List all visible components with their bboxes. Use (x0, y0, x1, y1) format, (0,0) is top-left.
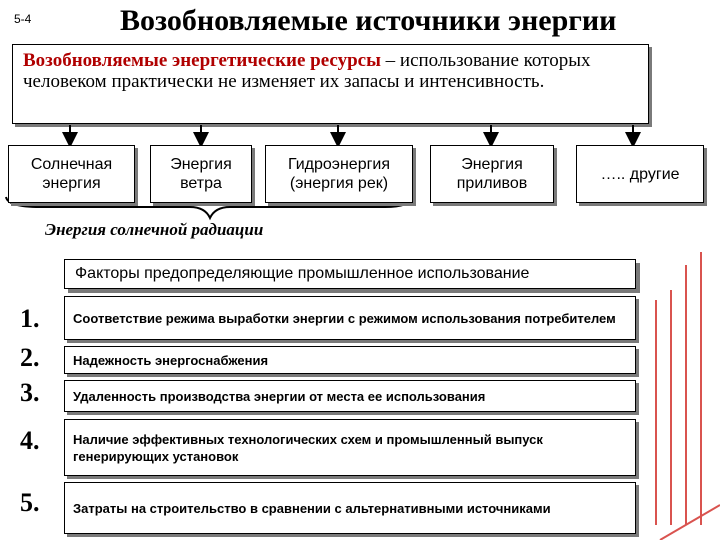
factor-item (64, 380, 636, 412)
source-hydro-line2: (энергия рек) (289, 175, 389, 192)
factor-item (64, 419, 636, 476)
source-other-line1: ….. другие (600, 165, 680, 183)
source-wind-line2: ветра (180, 175, 222, 192)
factors-header: Факторы предопределяющие промышленное использование (64, 259, 636, 289)
factor-text: Наличие эффективных технологических схем и промышленный выпуск генерирующих установок (73, 431, 543, 464)
factor-text: Затраты на строительство в сравнении с альтернативными источниками (73, 500, 551, 516)
factor-text: Надежность энергоснабжения (73, 352, 269, 368)
factor-number: 1. (20, 304, 40, 333)
source-hydro-line1: Гидроэнергия (287, 156, 391, 173)
solar-radiation-caption: Энергия солнечной радиации (45, 220, 264, 239)
definition-term: Возобновляемые энергетические ресурсы (23, 50, 381, 71)
source-solar-line1: Солнечная (30, 156, 113, 173)
definition-text: – использование которых человеком практически не изменяет их запасы и интенсивность. (23, 50, 591, 92)
factor-number: 4. (20, 426, 40, 455)
factor-text: Удаленность производства энергии от места ее использования (73, 388, 486, 404)
source-hydro (265, 145, 413, 203)
factor-item (64, 346, 636, 374)
factor-number: 5. (20, 488, 40, 517)
page-title: Возобновляемые источники энергии (120, 4, 617, 37)
source-solar-line2: энергия (42, 175, 101, 192)
decor-red-diagonal (660, 505, 720, 540)
factor-item (64, 296, 636, 340)
source-solar (8, 145, 135, 203)
source-wind-line1: Энергия (170, 156, 232, 173)
slide-number: 5-4 (14, 12, 32, 26)
factor-number: 2. (20, 343, 40, 372)
source-other (576, 145, 704, 203)
source-tidal-line2: приливов (456, 175, 528, 192)
source-wind (150, 145, 252, 203)
source-tidal-line1: Энергия (461, 156, 523, 173)
factor-text: Соответствие режима выработки энергии с режимом использования потребителем (73, 310, 616, 326)
factor-number: 3. (20, 378, 40, 407)
source-tidal (430, 145, 554, 203)
factor-item (64, 482, 636, 534)
